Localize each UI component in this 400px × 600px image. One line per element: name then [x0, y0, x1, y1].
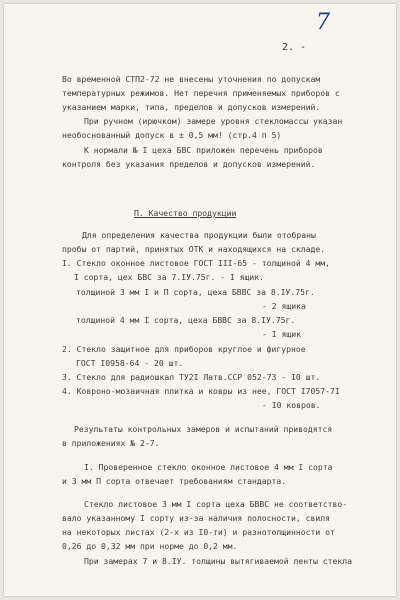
text-line: 0,26 до 0,32 мм при норме до 0,2 мм.	[62, 541, 238, 551]
text-line: на некоторых листах (2-х из I0-ти) и разнотолщинности от	[62, 527, 335, 537]
list-item: 3. Стекло для радиошкал ТУ2I Латв.ССР 052-73 - I0 шт.	[62, 372, 321, 382]
handwritten-page-number: 7	[316, 10, 330, 35]
text-line: При ручном (ирючком) замере уровня стекломассы указан	[84, 116, 343, 126]
text-line: необоснованный допуск в ± 0,5 мм! (стр.4 п 5)	[62, 130, 282, 140]
text-line: и 3 мм П сорта отвечает требованиям стандарта.	[62, 476, 287, 486]
text-line: толщиной 4 мм I сорта, цеха БВВС за 8.IУ.75г.	[76, 315, 296, 325]
text-line: ГОСТ I0958-64 - 20 шт.	[76, 358, 184, 368]
text-line: При замерах 7 и 8.IУ. толщины вытягиваемой ленты стекла	[84, 556, 353, 566]
list-item: 4. Ковроно-мозаичная плитка и ковры из нее, ГОСТ I7057-7I	[62, 386, 340, 396]
text-line: I сорта, цех БВС за 7.IУ.75г. - I ящик.	[74, 272, 265, 282]
text-line: Во временной СТП2-72 не внесены уточнения по допускам	[62, 74, 321, 84]
text-line: Результаты контрольных замеров и испытаний приводятся	[74, 424, 333, 434]
text-line: указанием марки, типа, пределов и допусков измерений.	[62, 102, 321, 112]
page-number: 2. -	[282, 42, 307, 53]
text-line: в приложениях № 2-7.	[62, 438, 160, 448]
text-line: I. Проверенное стекло оконное листовое 4 мм I сорта	[84, 462, 333, 472]
document-page	[4, 4, 396, 596]
text-line: вало указанному I сорту из-за наличия полосности, свиля	[62, 513, 331, 523]
text-line: контроля без указания пределов и допусков измерений.	[62, 159, 316, 169]
text-line: Стекло листовое 3 мм I сорта цеха БВВС не соответство-	[84, 499, 348, 509]
text-line: - I ящик	[262, 329, 301, 339]
section-heading: П. Качество продукции	[134, 208, 237, 218]
list-item: I. Стекло оконное листовое ГОСТ III-65 - толщиной 4 мм,	[62, 258, 331, 268]
text-line: толщиной 3 мм I и П сорта, цеха БВВС за 8.IУ.75г.	[76, 287, 315, 297]
list-item: 2. Стекло защитное для приборов круглое и фигурное	[62, 344, 306, 354]
text-line: температурных режимов. Нет перечня применяемых приборов с	[62, 88, 340, 98]
text-line: Для определения качества продукции были отобраны	[82, 230, 316, 240]
text-line: - I0 ковров.	[262, 400, 321, 410]
text-line: К нормали № I цеха БВС приложен перечень приборов	[84, 145, 323, 155]
text-line: - 2 ящика	[262, 301, 306, 311]
text-line: пробы от партий, принятых ОТК и находящихся на складе.	[62, 244, 326, 254]
